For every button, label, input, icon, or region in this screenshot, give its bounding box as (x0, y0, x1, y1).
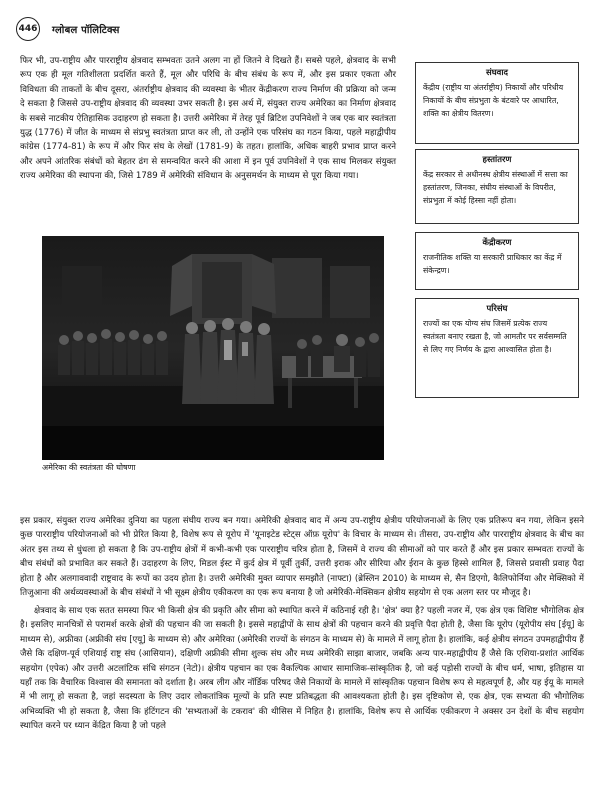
page-number: 446 (16, 17, 40, 41)
painting-illustration (42, 236, 384, 460)
sidebox-body: राजनीतिक शक्ति या सरकारी प्राधिकार का केंद्र में संकेन्द्रण। (423, 253, 562, 276)
sidebox-centralization (415, 232, 579, 290)
sidebox-body: केंद्र सरकार से अधीनस्थ क्षेत्रीय संस्थाओं में सत्ता का हस्तांतरण, जिनका, संघीय संस्थाओं के विपरीत, संप्रभुता में कोई हिस्सा नहीं होता। (423, 170, 568, 206)
sidebox-title: हस्तांतरण (482, 154, 512, 164)
body-paragraph: इस प्रकार, संयुक्त राज्य अमेरिका दुनिया का पहला संघीय राज्य बन गया। अमेरिकी क्षेत्रवाद बाद में अन्य उप-राष्ट्रीय क्षेत्रीय परियोजनाओं के लिए एक प्रतिरूप बन गया, लेकिन इसने कुछ पारराष्ट्रीय परियोजनाओं को भी प्रेरित किया है, विशेष रूप से यूरोप में 'यूनाइटेड स्टेट्स ऑफ़ यूरोप' के विचार के माध्यम से। तीसरा, उप-राष्ट्रीय और पारराष्ट्रीय क्षेत्रवाद के बीच का अंतर इस तथ्य से धुंधला हो सकता है कि उप-राष्ट्रीय क्षेत्रों में कभी-कभी एक पारराष्ट्रीय चरित्र होता है, जिसमें वे राज्य की सीमाओं को पार करते हैं और इस प्रकार सम्भवतः राज्यों के बीच संबंधों को प्रभावित कर सकते हैं। उदाहरण के लिए, मिडल ईस्ट में कुर्द क्षेत्र में पूर्वी तुर्की, उत्तरी इराक और सीरिया और ईरान के कुछ हिस्से शामिल हैं, जिससे प्रवासी प्रवाह पैदा होता है और अलगाववादी राष्ट्रवाद के रूपों का उदय होता है। उत्तरी अमेरिकी मुक्त व्यापार समझौते (नाफ्टा) (ब्रेस्लिन 2010) के माध्यम से, सैन डिएगो, कैलिफोर्निया और मेक्सिको में तिजुआना की अर्थव्यवस्थाओं के बीच संबंधों ने भी सूक्ष्म क्षेत्रीय एकीकरण का एक रूप बनाया है जो अमेरिकी-मेक्सिकन क्षेत्रीय सहयोग से एक अलग स्तर पर मौजूद है। (20, 516, 584, 599)
declaration-painting-image (42, 236, 384, 460)
sidebox-confederation (415, 298, 579, 398)
sidebox-title: केंद्रीकरण (482, 237, 512, 247)
sidebox-title: परिसंघ (486, 303, 508, 313)
figure-caption: अमेरिका की स्वतंत्रता की घोषणा (42, 463, 136, 472)
page-header (16, 18, 120, 40)
sidebox-devolution (415, 149, 579, 224)
sidebox-body: राज्यों का एक योग्य संघ जिसमें प्रत्येक राज्य स्वतंत्रता बनाए रखता है, जो आमतौर पर सर्वसम्मति से लिए गए निर्णय के द्वारा आश्वासित होता है। (423, 319, 567, 355)
sidebox-body: केंद्रीय (राष्ट्रीय या अंतर्राष्ट्रीय) निकायों और परिधीय निकायों के बीच संप्रभुता के बंटवारे पर आधारित, शक्ति का क्षेत्रीय वितरण। (423, 83, 564, 119)
running-title: ग्लोबल पॉलिटिक्स (52, 25, 120, 36)
body-paragraph: क्षेत्रवाद के साथ एक सतत समस्या फिर भी किसी क्षेत्र की प्रकृति और सीमा को स्थापित करने में कठिनाई रही है। 'क्षेत्र' क्या है? पहली नजर में, एक क्षेत्र एक विशिष्ट भौगोलिक क्षेत्र है। इसलिए मानचित्रों से परामर्श करके क्षेत्रों की पहचान की जा सकती है। इससे महाद्वीपों के साथ क्षेत्रों की पहचान करने की प्रवृत्ति पैदा होती है, जैसा कि यूरोप (यूरोपीय संघ [ईयू] के माध्यम से), अफ्रीका (अफ्रीकी संघ [एयू] के माध्यम से) और अमेरिका (अमेरिकी राज्यों के संगठन के माध्यम से) के मामले में लागू होता है। हालांकि, कई क्षेत्रीय संगठन उपमहाद्वीपीय हैं जैसे कि दक्षिण-पूर्व एशियाई राष्ट्र संघ (आसियान), दक्षिणी अफ्रीकी सीमा शुल्क संघ और मध्य अमेरिकी साझा बाजार, जबकि अन्य पार-महाद्वीपीय हैं जैसे कि एशिया-प्रशांत आर्थिक सहयोग (एपेक) और उत्तरी अटलांटिक संधि संगठन (नेटो)। क्षेत्रीय पहचान का एक वैकल्पिक आधार सामाजिक-सांस्कृतिक है, जो कई पड़ोसी राज्यों के बीच धर्म, भाषा, इतिहास या यहाँ तक कि वैचारिक विश्वास की समानता को दर्शाता है। अरब लीग और नॉर्डिक परिषद जैसे निकायों के मामले में सांस्कृतिक पहचान विशेष रूप से महत्वपूर्ण है, और यह ईयू के मामले में भी लागू हो सकता है, जहां सदस्यता के लिए उदार लोकतांत्रिक मूल्यों के प्रति स्पष्ट प्रतिबद्धता की आवश्यकता होती है। इस दृष्टिकोण से, एक क्षेत्र, एक सभ्यता की भौगोलिक अभिव्यक्ति भी हो सकता है, जैसा कि हंटिंगटन की 'सभ्यताओं के टकराव' की थीसिस में निहित है। हालांकि, विशेष रूप से आर्थिक एकीकरण ने अक्सर उन देशों के बीच सहयोग स्थापित करने पर ध्यान केंद्रित किया है जो पहले (20, 606, 584, 732)
intro-paragraph: फिर भी, उप-राष्ट्रीय और पारराष्ट्रीय क्षेत्रवाद सम्भवतः उतने अलग ना हों जितने वे दिखते हैं। सबसे पहले, क्षेत्रवाद के सभी रूप एक ही मूल गतिशीलता प्रदर्शित करते हैं, मूल और परिधि के बीच संबंध के रूप में, और इस प्रकार एकता और विविधता की ताकतों के बीच दूसरा, अंतर्राष्ट्रीय क्षेत्रवाद की व्यवस्था के भीतर केंद्रीकरण राज्य निर्माण की प्रक्रिया को जन्म दे सकता है जिससे उप-राष्ट्रीय क्षेत्रवाद की व्यवस्था उभर सकती है। इस अर्थ में, संयुक्त राज्य अमेरिका का निर्माण क्षेत्रवाद के सबसे नाटकीय ऐतिहासिक उदाहरण हो सकता है। उत्तरी अमेरिका में तेरह पूर्व ब्रिटिश उपनिवेशों ने जब एक बार स्वतंत्रता युद्ध (1776) में जीत के माध्यम से संप्रभु स्वतंत्रता प्राप्त कर ली, तो उन्होंने एक परिसंघ का गठन किया, पहले महाद्वीपीय कांग्रेस (1774-81) के रूप में और फिर संघ के लेखों (1781-9) के तहत। हालांकि, अधिक बाहरी प्रभाव प्राप्त करने और अपने आंतरिक संबंधों को बेहतर ढंग से समन्वयित करने की आशा में इन पूर्व उपनिवेशों ने एक साथ मिलकर संयुक्त राज्य अमेरिका की स्थापना की, जिसे 1789 में अमेरिकी संविधान के अनुसमर्थन के माध्यम से पूरा किया गया। (20, 56, 396, 182)
sidebox-title: संघवाद (486, 67, 508, 77)
sidebox-federalism (415, 62, 579, 144)
